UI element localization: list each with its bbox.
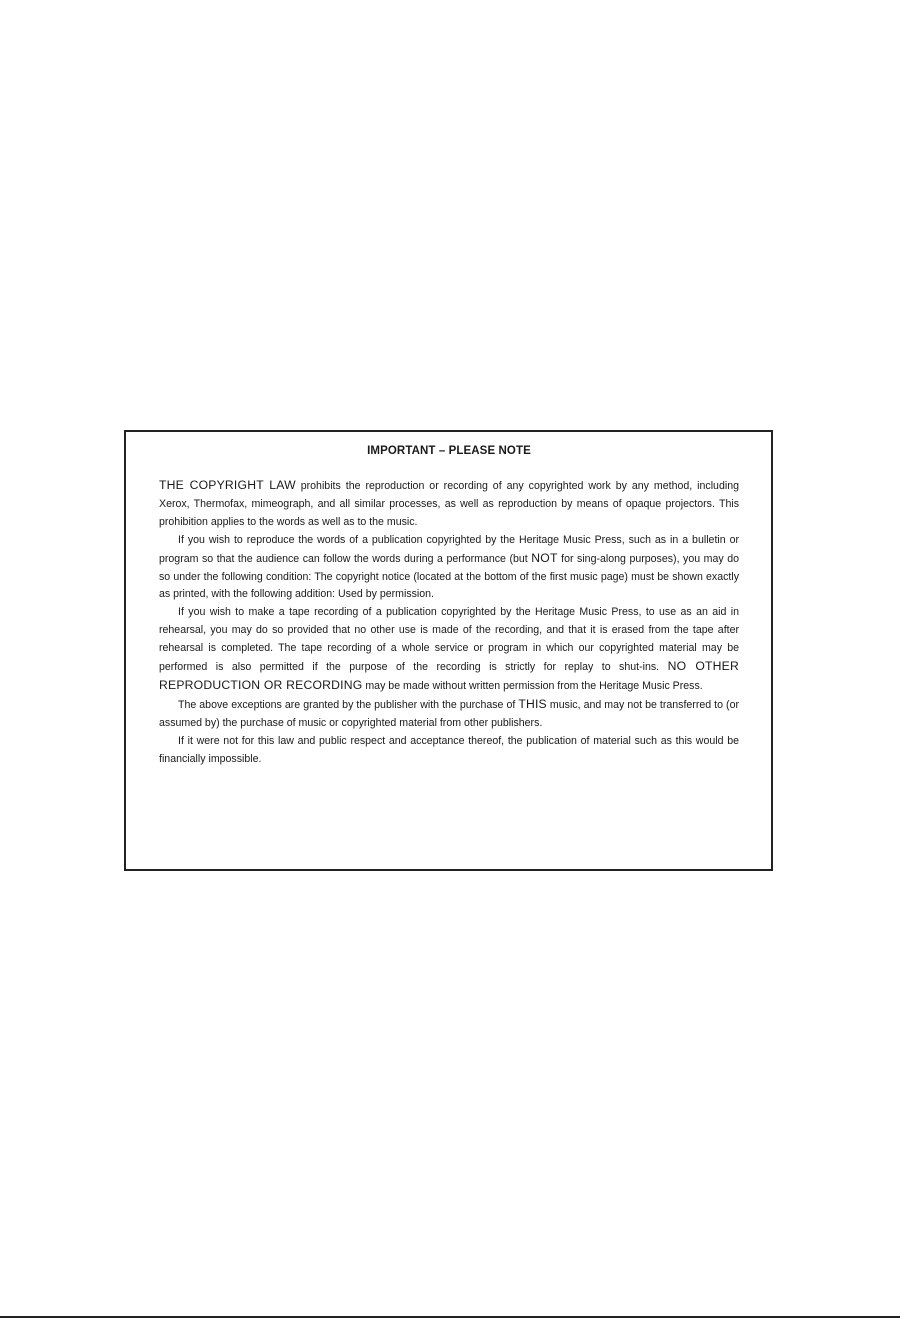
copyright-law-text: prohibits the reproduction or recording of any copyrighted work by any method, including Xerox, Thermofax, mimeograph, and all similar processes, as well as reproduction by means of opaque projectors. This prohibition applies to the words as well as to the music. [159,480,739,528]
copyright-law-paragraph [159,477,739,532]
tape-recording-paragraph [159,604,739,696]
reproduce-words-text-2: for sing-along purposes), you may do so under the following condition: The copyright notice (located at the bottom of the first music page) must be shown exactly as printed, with the following addition: Used by permission. [159,552,739,601]
copyright-notice-box [124,430,773,871]
tape-recording-tail: may be made without written permission from the Heritage Music Press. [362,679,703,692]
reproduce-words-emphasis: NOT [531,550,558,565]
tape-recording-emphasis: NO OTHER REPRODUCTION OR RECORDING [159,659,739,692]
exceptions-text-1: The above exceptions are granted by the publisher with the purchase of [178,698,519,711]
law-respect-paragraph [159,733,739,769]
law-respect-text: If it were not for this law and public respect and acceptance thereof, the publication of material such as this would be financially impossible. [159,734,739,765]
notice-title: IMPORTANT – PLEASE NOTE [367,445,531,457]
tape-recording-text: If you wish to make a tape recording of a publication copyrighted by the Heritage Music Press, to use as an aid in rehearsal, you may do so provided that no other use is made of the recording, and that it is erased from the tape after rehearsal is completed. The tape recording of a whole service or program in which our copyrighted material may be performed is also permitted if the purpose of the recording is strictly for replay to shut-ins. [159,606,739,674]
exceptions-emphasis: THIS [518,696,547,711]
reproduce-words-text-1: If you wish to reproduce the words of a publication copyrighted by the Heritage Music Press, such as in a bulletin or program so that the audience can follow the words during a performance (but [159,533,739,565]
exceptions-paragraph [159,696,739,733]
copyright-law-lead: THE COPYRIGHT LAW [159,478,296,492]
exceptions-text-2: music, and may not be transferred to (or assumed by) the purchase of music or copyrighted material from other publishers. [159,698,739,729]
reproduce-words-paragraph [159,532,739,605]
